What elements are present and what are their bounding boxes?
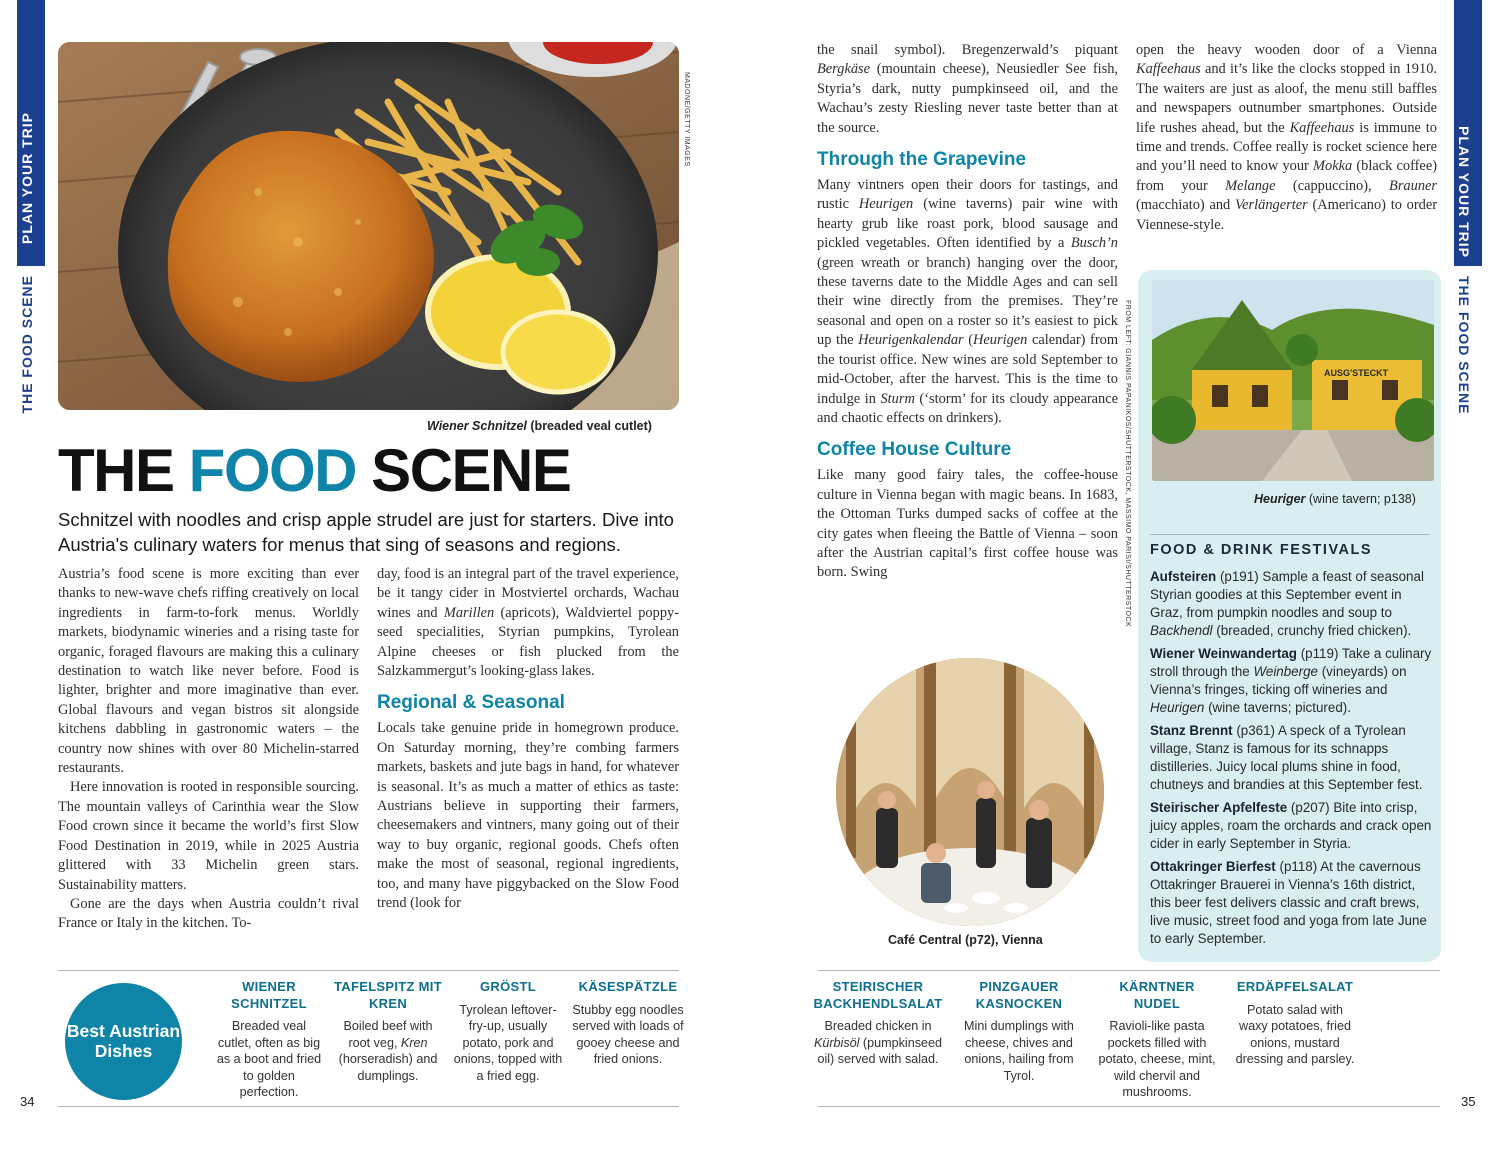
festival-text: Sample a feast of seasonal Styrian goodies at this September event in Graz, from pumpkin noodles and soup to bbox=[1150, 569, 1424, 620]
heuriger-caption bbox=[1254, 492, 1416, 506]
dish-card bbox=[332, 979, 444, 1084]
col4-g: (Americano) to order Viennese-style. bbox=[1136, 197, 1437, 233]
right-tab-food-scene-label: THE FOOD SCENE bbox=[1456, 276, 1472, 415]
dish-card bbox=[1096, 979, 1218, 1101]
dish-name: KÄRNTNER NUDEL bbox=[1119, 979, 1195, 1011]
col4-paragraph-1 bbox=[1136, 41, 1437, 235]
schnitzel-caption-rest: (breaded veal cutlet) bbox=[526, 419, 652, 433]
festival-text: Bite into crisp, juicy apples, roam the orchards and crack open cider in early September in Styria. bbox=[1150, 800, 1432, 851]
heuriger-caption-rest: (wine tavern; p138) bbox=[1305, 492, 1416, 506]
title-part1: THE bbox=[58, 437, 189, 504]
col3-p2-a: Many vintners open their doors for tastings, and rustic bbox=[817, 177, 1118, 213]
col3-p1-text-a: the snail symbol). Bregenzerwald’s piquant bbox=[817, 42, 1118, 58]
dish-card bbox=[1234, 979, 1356, 1068]
dishes-top-rule-left bbox=[58, 970, 679, 971]
dish-desc bbox=[812, 1018, 944, 1068]
col4-em4: Melange bbox=[1225, 177, 1276, 194]
festival-ref: (p191) bbox=[1216, 569, 1263, 584]
festivals-list bbox=[1150, 568, 1432, 953]
cafe-caption bbox=[888, 933, 1043, 947]
dish-desc-a: Breaded chicken in bbox=[824, 1019, 932, 1033]
festival-text: Take a culinary stroll through the bbox=[1150, 646, 1432, 679]
page-number-left: 34 bbox=[20, 1094, 35, 1109]
right-photos-credit: FROM LEFT: GIANNIS PAPANIKOS/SHUTTERSTOCK, MASSIMO PARISI/SHUTTERSTOCK bbox=[1124, 300, 1131, 628]
dish-desc: Stubby egg noodles served with loads of gooey cheese and fried onions. bbox=[572, 1002, 684, 1067]
festivals-heading: FOOD & DRINK FESTIVALS bbox=[1150, 534, 1430, 558]
cafe-central-photo bbox=[836, 658, 1104, 926]
schnitzel-photo bbox=[58, 42, 679, 410]
heuriger-photo bbox=[1152, 280, 1434, 481]
festival-name: Aufsteiren bbox=[1150, 569, 1217, 584]
col4-em3: Mokka bbox=[1313, 158, 1353, 175]
col4-f: (macchiato) and bbox=[1136, 197, 1235, 214]
dish-card bbox=[453, 979, 563, 1084]
subhead-through-the-grapevine: Through the Grapevine bbox=[817, 149, 1027, 171]
col3-p2-f: (‘storm’ for its cloudy appearance and chaotic effects on drinkers). bbox=[817, 390, 1118, 426]
festival-item bbox=[1150, 645, 1432, 717]
festival-text: A speck of a Tyrolean village, Stanz is famous for its schnapps distilleries. Juicy local plums shine in food, chutneys and brandies at this September fest. bbox=[1150, 723, 1423, 792]
dish-desc: Breaded veal cutlet, often as big as a boot and fried to golden perfection. bbox=[216, 1019, 322, 1100]
dish-desc bbox=[332, 1018, 444, 1084]
col4-e: (cappuccino), bbox=[1275, 177, 1390, 194]
subhead-regional-seasonal: Regional & Seasonal bbox=[377, 692, 565, 714]
col3-p1-text-b: (mountain cheese), Neusiedler See fish, Styria’s dark, nutty pumpkinseed oil, and the Wachau’s zesty Riesling never taste better than at the source. bbox=[817, 61, 1118, 136]
dish-desc-b: (horseradish) and dumplings. bbox=[338, 1052, 438, 1083]
festival-ref: (p119) bbox=[1296, 646, 1342, 661]
dish-card bbox=[572, 979, 684, 1068]
festival-name: Ottakringer Bierfest bbox=[1150, 859, 1276, 874]
festival-ref: (p207) bbox=[1287, 800, 1334, 815]
col3-p2-em2: Busch’n bbox=[1070, 235, 1118, 252]
col4-d: (black coffee) from your bbox=[1136, 158, 1437, 194]
page-number-right: 35 bbox=[1461, 1094, 1476, 1109]
festival-em: Weinberge bbox=[1253, 664, 1318, 679]
title-part2: SCENE bbox=[356, 437, 571, 504]
subhead-coffee-house-culture: Coffee House Culture bbox=[817, 439, 1012, 461]
festival-ref: (p118) bbox=[1275, 859, 1321, 874]
dish-card bbox=[812, 979, 944, 1068]
col4-em2: Kaffeehaus bbox=[1289, 119, 1355, 136]
festival-name: Stanz Brennt bbox=[1150, 723, 1233, 738]
right-tab-plan-label: PLAN YOUR TRIP bbox=[1456, 126, 1472, 258]
dishes-bottom-rule-right bbox=[818, 1106, 1440, 1107]
festival-item bbox=[1150, 722, 1432, 794]
body-column-4 bbox=[1136, 41, 1437, 235]
dish-name: WIENER SCHNITZEL bbox=[231, 979, 307, 1011]
body-column-1 bbox=[58, 565, 359, 934]
col3-p2-b: (wine taverns) pair wine with hearty grub like roast pork, blood sausage and pickled vegetables. Often identified by a bbox=[817, 196, 1118, 252]
dish-name: TAFELSPITZ MIT KREN bbox=[334, 979, 442, 1011]
festival-ref: (p361) bbox=[1232, 723, 1279, 738]
schnitzel-illustration bbox=[58, 42, 679, 410]
dish-desc-b: (pumpkinseed oil) served with salad. bbox=[817, 1035, 943, 1067]
festival-item bbox=[1150, 858, 1432, 948]
cafe-caption-text: Café Central (p72), Vienna bbox=[888, 933, 1043, 947]
col3-p2-em3: Heurigenkalendar bbox=[858, 332, 964, 349]
page-title bbox=[58, 436, 570, 505]
col2-p1-text-a: day, food is an integral part of the travel experience, be it tangy cider in Mostviertel orchards, Wachau wines and bbox=[377, 566, 679, 621]
col2-paragraph-2: Locals take genuine pride in homegrown produce. On Saturday morning, they’re combing farmers markets, baskets and jute bags in hand, for whatever is seasonal. It’s as much a matter of ethics as taste: Austrians believe in supporting their farmers, cheesemakers and vintners, many going out of their way to buy organic, regional goods. Chefs often make the most of seasonal, regional ingredients, too, and many have piggybacked on the Slow Food trend (look for bbox=[377, 720, 679, 912]
schnitzel-caption bbox=[427, 419, 652, 433]
col1-paragraph-1: Austria’s food scene is more exciting than ever thanks to new-wave chefs riffing creatively on local ingredients in farm-to-fork menus. Worldly markets, biodynamic wineries and a rising taste for organic, foraged flavours are making this a culinary destination to watch like never before. Food is lighter, brighter and more imaginative than ever. Global flavours and vegan bistros sit alongside kitchens dabbling in gastronomic waters – the country now shines with over 80 Michelin-starred restaurants. bbox=[58, 566, 359, 777]
dish-card bbox=[958, 979, 1080, 1084]
dish-desc: Tyrolean leftover-fry-up, usually potato, pork and onions, topped with a fried egg. bbox=[453, 1002, 563, 1083]
col3-p2-d: ( bbox=[963, 332, 974, 349]
col1-paragraph-3: Gone are the days when Austria couldn’t rival France or Italy in the kitchen. To- bbox=[58, 895, 359, 932]
col3-p2-c: (green wreath or branch) hanging over the door, these taverns date to the Middle Ages and can sell their wine directly from the premises. They’re seasonal and open on a roster so it’s easiest to pick up the bbox=[817, 254, 1118, 349]
dish-desc-em: Kren bbox=[400, 1035, 428, 1050]
dishes-bottom-rule-left bbox=[58, 1106, 679, 1107]
left-tab-food-scene-label: THE FOOD SCENE bbox=[19, 275, 35, 414]
col4-c: is immune to time and trends. Coffee really is rocket science here and you’ll need to know your bbox=[1136, 119, 1437, 175]
body-column-3 bbox=[817, 41, 1118, 583]
heuriger-sign-text: AUSG'STECKT bbox=[1324, 368, 1389, 378]
festival-text: At the cavernous Ottakringer Brauerei in Vienna’s 16th district, this beer fest delivers classic and craft brews, live music, street food and yoga from late June to early September. bbox=[1150, 859, 1427, 946]
festival-text-b: (breaded, crunchy fried chicken). bbox=[1212, 623, 1412, 638]
festival-text-c: (wine taverns; pictured). bbox=[1204, 700, 1351, 715]
col4-b: and it’s like the clocks stopped in 1910. The waiters are just as aloof, the menu still baffles and newspapers outnumber smartphones. Outside life rushes ahead, but the bbox=[1136, 61, 1437, 136]
col2-p1-em: Marillen bbox=[443, 604, 495, 621]
festival-em: Backhendl bbox=[1150, 623, 1213, 638]
dish-desc: Potato salad with waxy potatoes, fried onions, mustard dressing and parsley. bbox=[1235, 1002, 1355, 1067]
col3-p2-em1: Heurigen bbox=[858, 196, 914, 213]
title-accent: FOOD bbox=[188, 437, 356, 504]
col3-p2-em5: Sturm bbox=[880, 390, 915, 407]
dish-desc-a: Boiled beef with root veg, bbox=[343, 1019, 433, 1050]
col3-paragraph-3: Like many good fairy tales, the coffee-house culture in Vienna began with magic beans. In 1683, the Ottoman Turks dumped sacks of coffee at the city gates when fleeing the Battle of Vienna – soon after the Austrian capital’s first coffee house was born. Swing bbox=[817, 467, 1118, 581]
festival-text-b: (vineyards) on Vienna’s fringes, ticking off wineries and bbox=[1150, 664, 1407, 697]
festival-name: Wiener Weinwandertag bbox=[1150, 646, 1297, 661]
dish-name: PINZGAUER KASNOCKEN bbox=[975, 979, 1063, 1011]
dish-name: KÄSESPÄTZLE bbox=[578, 979, 678, 994]
col4-em5: Brauner bbox=[1389, 177, 1437, 194]
lede-paragraph: Schnitzel with noodles and crisp apple strudel are just for starters. Dive into Austria's culinary waters for menus that sing of seasons and regions. bbox=[58, 509, 674, 555]
col1-paragraph-2: Here innovation is rooted in responsible sourcing. The mountain valleys of Carinthia wear the Slow Food crown since it became the world’s first Slow Food Destination in 2019, while in 2025 Austria glittered with 33 Michelin green stars. Sustainability matters. bbox=[58, 779, 359, 893]
col3-p1-em: Bergkäse bbox=[817, 61, 871, 78]
dish-card bbox=[214, 979, 324, 1101]
col4-em6: Verlängerter bbox=[1234, 197, 1308, 214]
dish-desc-em: Kürbisöl bbox=[813, 1035, 860, 1050]
schnitzel-photo-credit: MADONE/GETTY IMAGES bbox=[683, 72, 690, 167]
col3-p2-em4: Heurigen bbox=[973, 332, 1028, 349]
dish-desc: Ravioli-like pasta pockets filled with potato, cheese, mint, wild chervil and mushrooms. bbox=[1098, 1019, 1216, 1100]
col3-paragraph-2 bbox=[817, 176, 1118, 428]
col2-p1-text-b: (apricots), Waldviertel poppy-seed specialities, Styrian pumpkins, Tyrolean Alpine cheeses or fish plucked from the Salzkammergut’s looking-glass lakes. bbox=[377, 604, 679, 680]
body-column-2 bbox=[377, 565, 679, 914]
col3-p2-e: calendar) from the tourist office. New wines are sold September to mid-October, after the harvest. This is the time to indulge in bbox=[817, 332, 1119, 407]
best-dishes-badge: Best Austrian Dishes bbox=[65, 983, 182, 1100]
col2-paragraph-1 bbox=[377, 565, 679, 681]
festival-em2: Heurigen bbox=[1150, 700, 1205, 715]
dish-name: STEIRISCHER BACKHENDLSALAT bbox=[813, 979, 943, 1011]
col4-a: open the heavy wooden door of a Vienna bbox=[1136, 42, 1437, 58]
left-tab-plan-label: PLAN YOUR TRIP bbox=[19, 112, 35, 244]
heuriger-illustration bbox=[1152, 280, 1434, 481]
col4-em1: Kaffeehaus bbox=[1136, 61, 1201, 78]
festival-item bbox=[1150, 799, 1432, 853]
schnitzel-caption-italic: Wiener Schnitzel bbox=[427, 419, 527, 433]
festival-name: Steirischer Apfelfeste bbox=[1150, 800, 1288, 815]
dish-name: GRÖSTL bbox=[480, 979, 536, 994]
dish-name: ERDÄPFELSALAT bbox=[1236, 979, 1354, 994]
dishes-top-rule-right bbox=[818, 970, 1440, 971]
festival-item bbox=[1150, 568, 1432, 640]
dish-desc: Mini dumplings with cheese, chives and onions, hailing from Tyrol. bbox=[964, 1019, 1074, 1083]
heuriger-caption-italic: Heuriger bbox=[1254, 492, 1306, 506]
cafe-illustration bbox=[836, 658, 1104, 926]
col3-paragraph-1 bbox=[817, 41, 1118, 138]
